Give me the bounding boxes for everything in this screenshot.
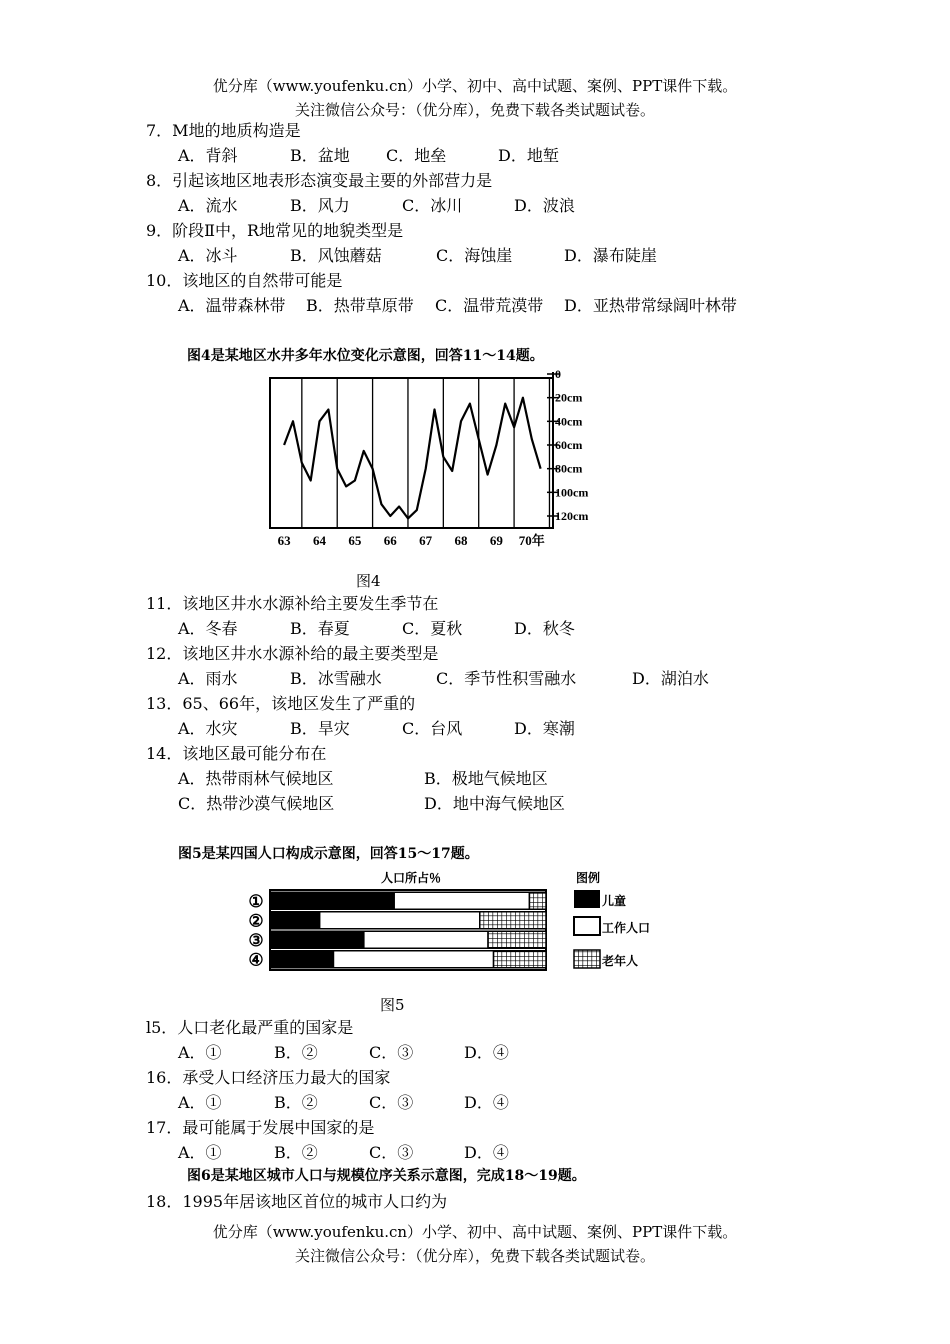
question-14-option-b[interactable]: B．极地气候地区 [424,769,548,788]
legend-swatch-working [574,917,600,935]
x-tick-label: 63 [277,533,291,548]
question-13-option-b[interactable]: B．旱灾 [290,719,350,738]
question-9-option-b[interactable]: B．风蚀蘑菇 [290,246,382,265]
header-line-1: 优分库（www.youfenku.cn）小学、初中、高中试题、案例、PPT课件下载。 [212,77,738,95]
question-9-stem: 9．阶段Ⅱ中，R地常见的地貌类型是 [146,221,404,240]
y-tick-label: 40cm [555,414,583,429]
bar-elderly-row-4 [494,951,546,968]
question-12-option-c[interactable]: C．季节性积雪融水 [436,669,577,688]
question-12-option-d[interactable]: D．湖泊水 [632,669,709,688]
country-row-label: ④ [248,950,264,970]
question-15-option-a[interactable]: A．① [178,1043,222,1062]
question-15-option-d[interactable]: D．④ [464,1043,509,1062]
bar-elderly-row-2 [480,912,546,929]
country-row-label: ③ [248,930,264,950]
x-tick-label: 69 [489,533,503,548]
bar-elderly-row-1 [529,892,546,909]
bar-children-row-1 [270,892,394,909]
question-13-stem: 13．65、66年，该地区发生了严重的 [146,694,416,713]
question-9-option-c[interactable]: C．海蚀崖 [436,246,513,265]
figure-6-intro: 图6是某地区城市人口与规模位序关系示意图，完成18～19题。 [187,1168,586,1184]
x-tick-label: 70年 [518,533,545,548]
question-9-option-a[interactable]: A．冰斗 [178,246,238,265]
question-14-stem: 14．该地区最可能分布在 [146,744,327,763]
question-8-stem: 8．引起该地区地表形态演变最主要的外部营力是 [146,171,493,190]
question-15-stem: l5．人口老化最严重的国家是 [146,1018,354,1037]
y-tick-label: 20cm [555,390,583,405]
bar-children-row-2 [270,912,320,929]
figure-4-chart [262,364,589,554]
question-7-option-c[interactable]: C．地垒 [386,146,447,165]
bar-elderly-row-3 [488,931,546,948]
question-7-stem: 7．M地的地质构造是 [146,121,301,140]
question-16-option-a[interactable]: A．① [178,1093,222,1112]
question-7-option-a[interactable]: A．背斜 [178,146,238,165]
x-tick-label: 66 [383,533,397,548]
question-7-option-b[interactable]: B．盆地 [290,146,350,165]
question-14-option-c[interactable]: C．热带沙漠气候地区 [178,794,335,813]
question-11-option-a[interactable]: A．冬春 [178,619,238,638]
question-16-option-b[interactable]: B．② [274,1093,318,1112]
y-tick-label: 80cm [555,461,583,476]
bar-working-row-4 [333,951,493,968]
question-17-stem: 17．最可能属于发展中国家的是 [146,1118,375,1137]
y-tick-label: 0 [555,367,561,381]
question-15-option-c[interactable]: C．③ [369,1043,414,1062]
question-12-option-a[interactable]: A．雨水 [178,669,238,688]
question-10-option-d[interactable]: D．亚热带常绿阔叶林带 [564,296,737,315]
legend-swatch-elderly [574,950,600,968]
question-8-option-c[interactable]: C．冰川 [402,196,463,215]
question-10-option-c[interactable]: C．温带荒漠带 [435,296,544,315]
figure-5-chart [236,866,666,978]
question-7-option-d[interactable]: D．地堑 [498,146,559,165]
question-11-stem: 11．该地区井水水源补给主要发生季节在 [146,594,439,613]
y-tick-label: 120cm [555,509,589,523]
question-8-option-d[interactable]: D．波浪 [514,196,575,215]
x-tick-label: 65 [348,533,362,548]
legend-swatch-children [574,890,600,908]
footer-line-1: 优分库（www.youfenku.cn）小学、初中、高中试题、案例、PPT课件下载。 [212,1223,738,1241]
question-9-option-d[interactable]: D．瀑布陡崖 [564,246,657,265]
x-tick-label: 64 [313,533,327,548]
footer-line-2: 关注微信公众号：（优分库），免费下载各类试题试卷。 [294,1247,655,1265]
question-17-option-a[interactable]: A．① [178,1143,222,1162]
figure-5-title: 人口所占％ [380,871,442,885]
question-10-option-b[interactable]: B．热带草原带 [306,296,414,315]
question-16-option-d[interactable]: D．④ [464,1093,509,1112]
question-10-stem: 10．该地区的自然带可能是 [146,271,343,290]
y-tick-label: 100cm [555,485,589,500]
legend-label-elderly: 老年人 [602,954,639,968]
country-row-label: ① [248,891,264,911]
question-12-option-b[interactable]: B．冰雪融水 [290,669,382,688]
question-16-option-c[interactable]: C．③ [369,1093,414,1112]
question-11-option-b[interactable]: B．春夏 [290,619,350,638]
question-17-option-b[interactable]: B．② [274,1143,318,1162]
figure-5-intro: 图5是某四国人口构成示意图，回答15～17题。 [178,846,479,862]
question-13-option-a[interactable]: A．水灾 [178,719,238,738]
legend-label-children: 儿童 [602,894,627,908]
question-14-option-d[interactable]: D．地中海气候地区 [424,794,565,813]
question-12-stem: 12．该地区井水水源补给的最主要类型是 [146,644,439,663]
country-row-label: ② [248,911,264,931]
x-tick-label: 67 [419,533,433,548]
question-17-option-c[interactable]: C．③ [369,1143,414,1162]
question-13-option-d[interactable]: D．寒潮 [514,719,575,738]
x-tick-label: 68 [454,533,468,548]
y-tick-label: 60cm [555,438,583,452]
header-line-2: 关注微信公众号：（优分库），免费下载各类试题试卷。 [294,101,655,119]
bar-working-row-1 [394,892,529,909]
bar-working-row-3 [364,931,488,948]
question-11-option-c[interactable]: C．夏秋 [402,619,463,638]
bar-children-row-4 [270,951,333,968]
figure-4-caption: 图4 [356,572,381,590]
question-14-option-a[interactable]: A．热带雨林气候地区 [178,769,334,788]
bar-children-row-3 [270,931,364,948]
question-10-option-a[interactable]: A．温带森林带 [178,296,286,315]
question-11-option-d[interactable]: D．秋冬 [514,619,575,638]
question-13-option-c[interactable]: C．台风 [402,719,463,738]
question-17-option-d[interactable]: D．④ [464,1143,509,1162]
question-16-stem: 16．承受人口经济压力最大的国家 [146,1068,391,1087]
question-8-option-b[interactable]: B．风力 [290,196,350,215]
figure-5-legend-title: 图例 [576,871,601,885]
figure-5-caption: 图5 [380,996,405,1014]
figure-4-intro: 图4是某地区水井多年水位变化示意图，回答11～14题。 [187,348,544,364]
bar-working-row-2 [320,912,480,929]
question-8-option-a[interactable]: A．流水 [178,196,238,215]
question-15-option-b[interactable]: B．② [274,1043,318,1062]
legend-label-working: 工作人口 [602,921,651,935]
question-18-stem: 18．1995年居该地区首位的城市人口约为 [146,1192,448,1211]
